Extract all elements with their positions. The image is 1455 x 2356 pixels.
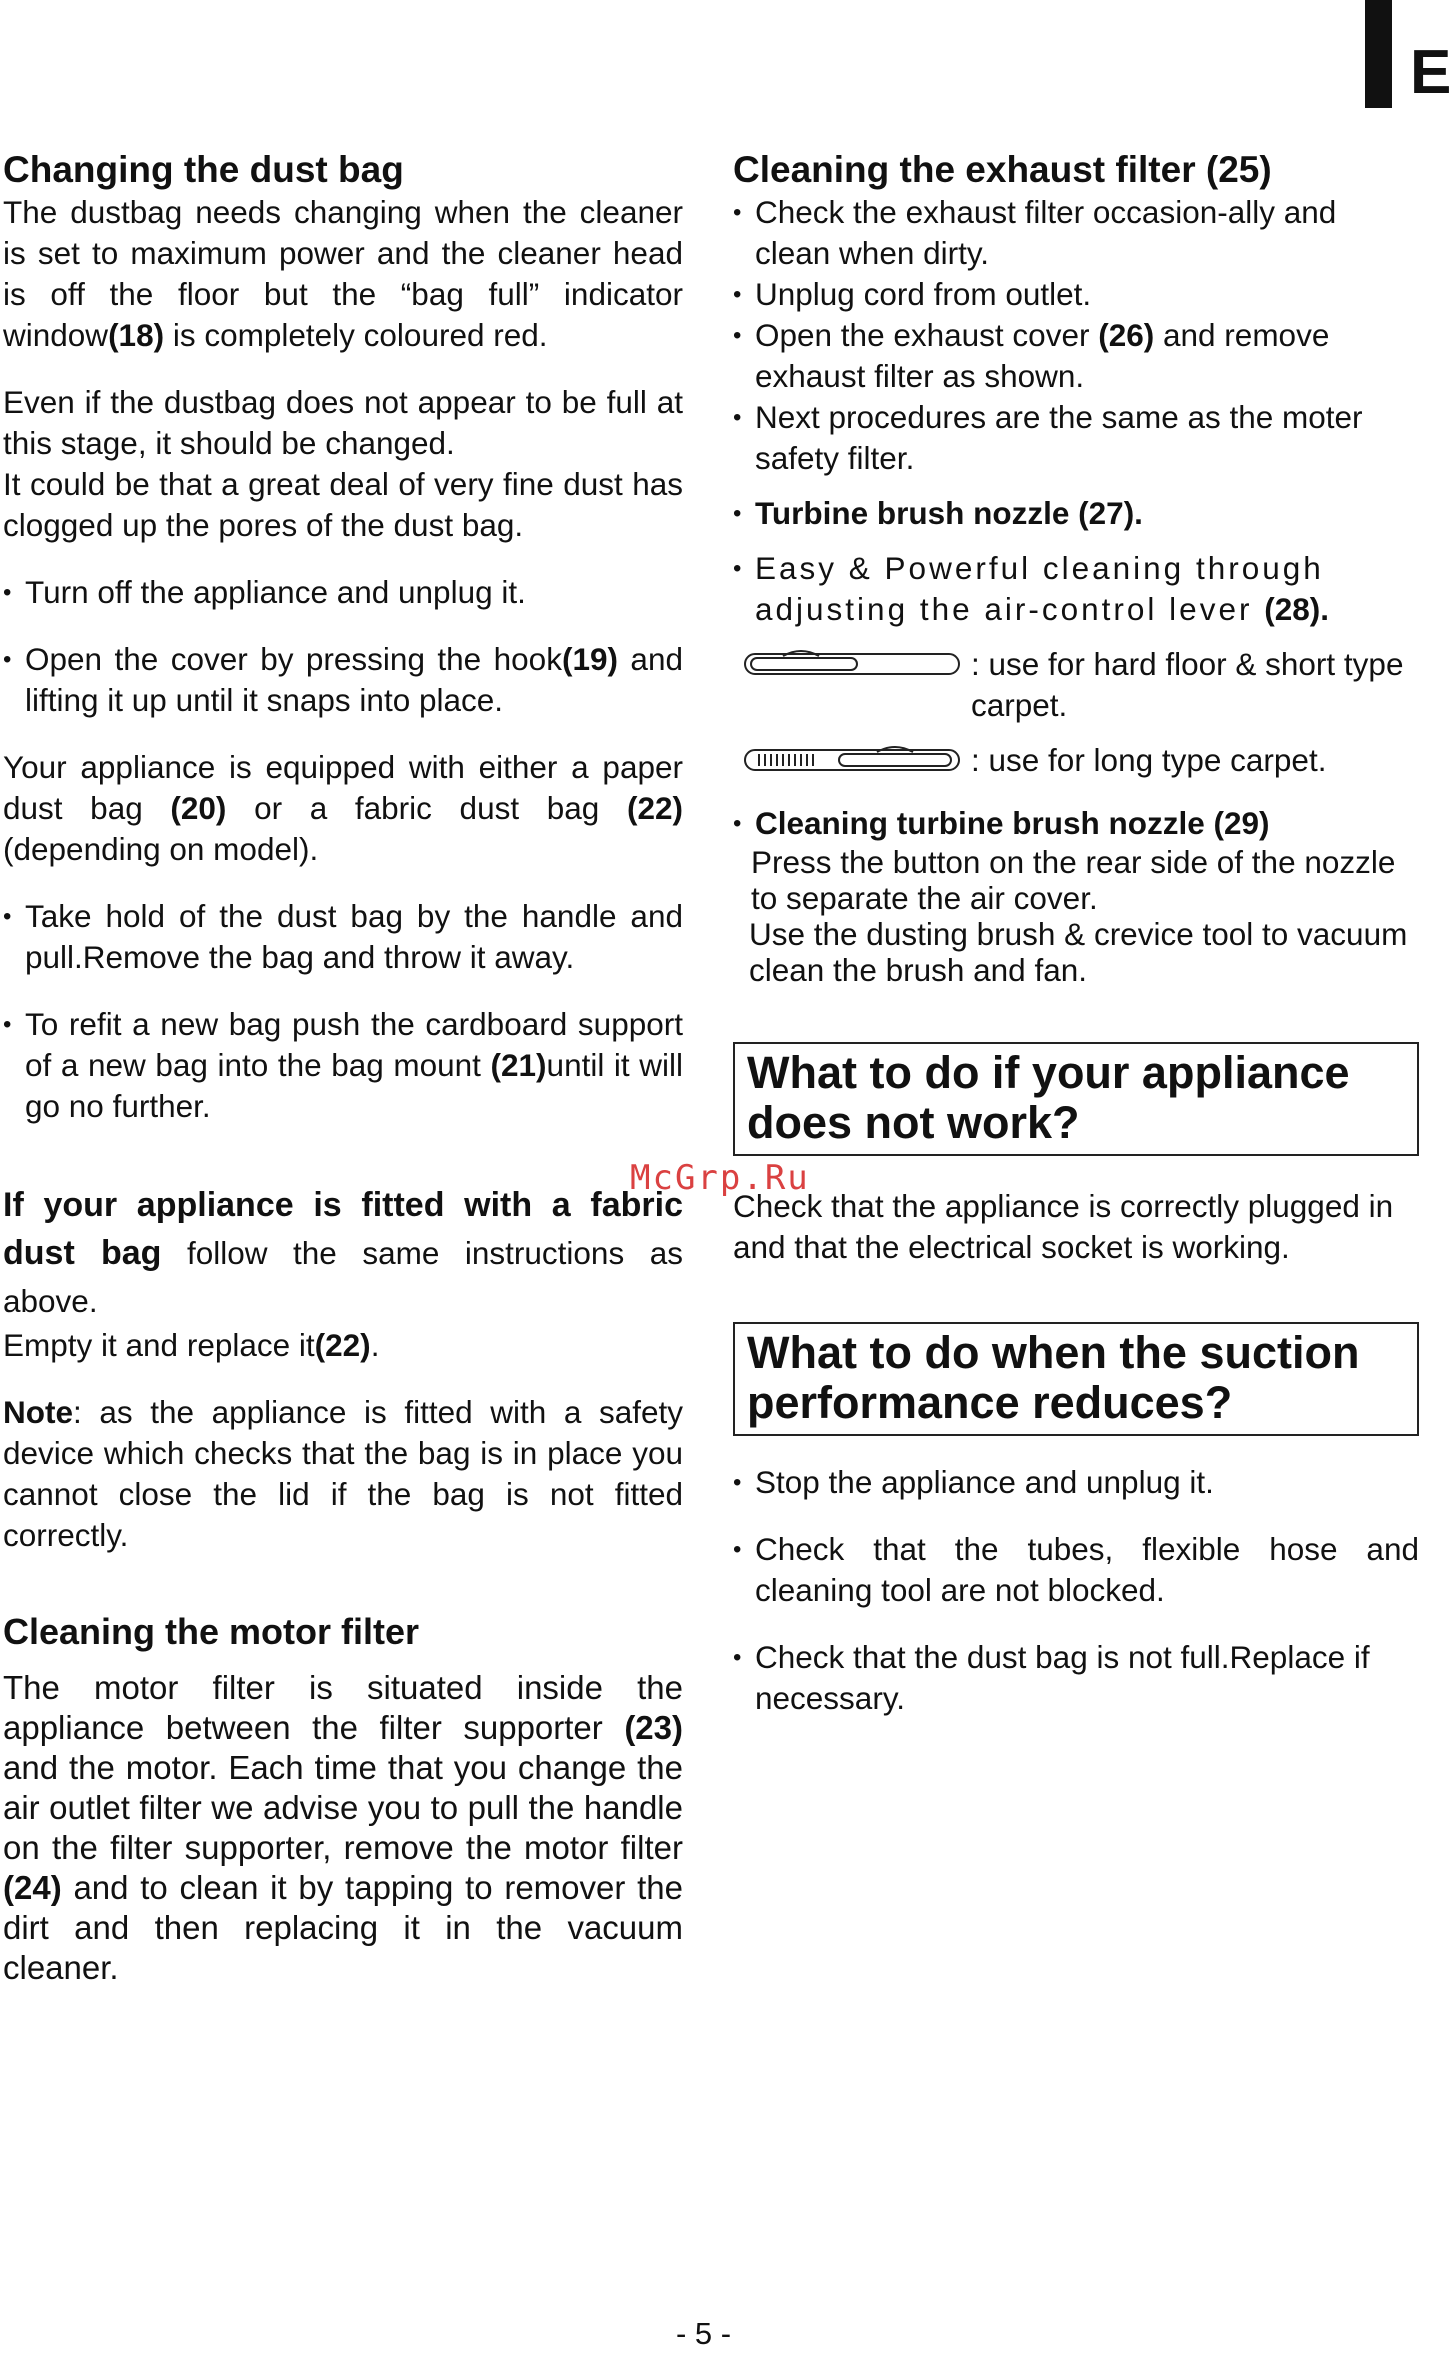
fabric-bag-replace: Empty it and replace it(22). bbox=[3, 1327, 380, 1364]
lever-setting-row bbox=[733, 740, 1419, 781]
dust-bag-paragraph: It could be that a great deal of very fine dust has clogged up the pores of the dust bag. bbox=[3, 466, 683, 544]
list-item: • Turbine brush nozzle (27). bbox=[733, 495, 1143, 532]
turbine-cleaning-text: Use the dusting brush & crevice tool to vacuum clean the brush and fan. bbox=[749, 916, 1408, 989]
list-item: • To refit a new bag push the cardboard support of a new bag into the bag mount (21)until it will go no further. bbox=[3, 1006, 683, 1125]
right-column bbox=[733, 148, 1419, 1719]
language-tab-bar bbox=[1365, 0, 1392, 108]
lever-open-icon bbox=[743, 740, 963, 780]
fabric-bag-paragraph: If your appliance is fitted with a fabric dust bag follow the same instructions as above. bbox=[3, 1186, 683, 1320]
list-item: • Open the exhaust cover (26) and remove exhaust filter as shown. bbox=[733, 317, 1330, 395]
dust-bag-intro: The dustbag needs changing when the cleaner is set to maximum power and the cleaner head is off the floor but the “bag full” indicator window(18) is completely coloured red. bbox=[3, 194, 683, 354]
motor-filter-heading: Cleaning the motor filter bbox=[3, 1611, 420, 1653]
lever-setting-row bbox=[733, 644, 1419, 726]
list-item: • Turn off the appliance and unplug it. bbox=[3, 574, 526, 611]
list-item: • Open the cover by pressing the hook(19) and lifting it up until it snaps into place. bbox=[3, 641, 683, 719]
list-item: • Cleaning turbine brush nozzle (29) bbox=[733, 805, 1270, 842]
lever-setting-label: : use for long type carpet. bbox=[971, 742, 1327, 779]
dust-bag-heading: Changing the dust bag bbox=[3, 149, 404, 190]
left-column bbox=[3, 148, 683, 1988]
dust-bag-paragraph: Even if the dustbag does not appear to be full at this stage, it should be changed. bbox=[3, 384, 683, 462]
list-item: • Check the exhaust filter occasion-ally and clean when dirty. bbox=[733, 194, 1337, 272]
list-item: • Easy & Powerful cleaning through adjusting the air-control lever (28). bbox=[733, 550, 1329, 628]
motor-filter-paragraph: The motor filter is situated inside the appliance between the filter supporter (23) and the motor. Each time that you change the air outlet filter we advise you to pull the handle on the filter supporter, remove the motor filter (24) and to clean it by tapping to remover the dirt and then replacing it in the vacuum cleaner. bbox=[3, 1668, 683, 1986]
list-item: • Take hold of the dust bag by the handle and pull.Remove the bag and throw it away. bbox=[3, 898, 683, 976]
list-item: • Unplug cord from outlet. bbox=[733, 276, 1092, 313]
lever-closed-icon bbox=[743, 644, 963, 684]
language-tab-letter: E bbox=[1410, 38, 1452, 107]
safety-note: Note: as the appliance is fitted with a safety device which checks that the bag is in place you cannot close the lid if the bag is not fitted correctly. bbox=[3, 1394, 683, 1554]
turbine-cleaning-text: Press the button on the rear side of the nozzle to separate the air cover. bbox=[751, 844, 1396, 917]
troubleshooting-box-suction: What to do when the suction performance reduces? bbox=[733, 1322, 1419, 1436]
watermark: McGrp.Ru bbox=[630, 1158, 810, 1198]
list-item: • Check that the dust bag is not full.Replace if necessary. bbox=[733, 1639, 1370, 1717]
dust-bag-types: Your appliance is equipped with either a paper dust bag (20) or a fabric dust bag (22)(depending on model). bbox=[3, 749, 683, 868]
list-item: • Stop the appliance and unplug it. bbox=[733, 1464, 1214, 1501]
list-item: • Check that the tubes, flexible hose and cleaning tool are not blocked. bbox=[733, 1531, 1419, 1609]
list-item: • Next procedures are the same as the moter safety filter. bbox=[733, 399, 1363, 477]
not-work-text: Check that the appliance is correctly plugged in and that the electrical socket is working. bbox=[733, 1188, 1394, 1266]
exhaust-filter-heading: Cleaning the exhaust filter (25) bbox=[733, 149, 1272, 190]
troubleshooting-box-not-work: What to do if your appliance does not work? bbox=[733, 1042, 1419, 1156]
page-number: - 5 - bbox=[676, 2316, 732, 2351]
lever-setting-label: : use for hard floor & short type carpet. bbox=[971, 646, 1404, 724]
